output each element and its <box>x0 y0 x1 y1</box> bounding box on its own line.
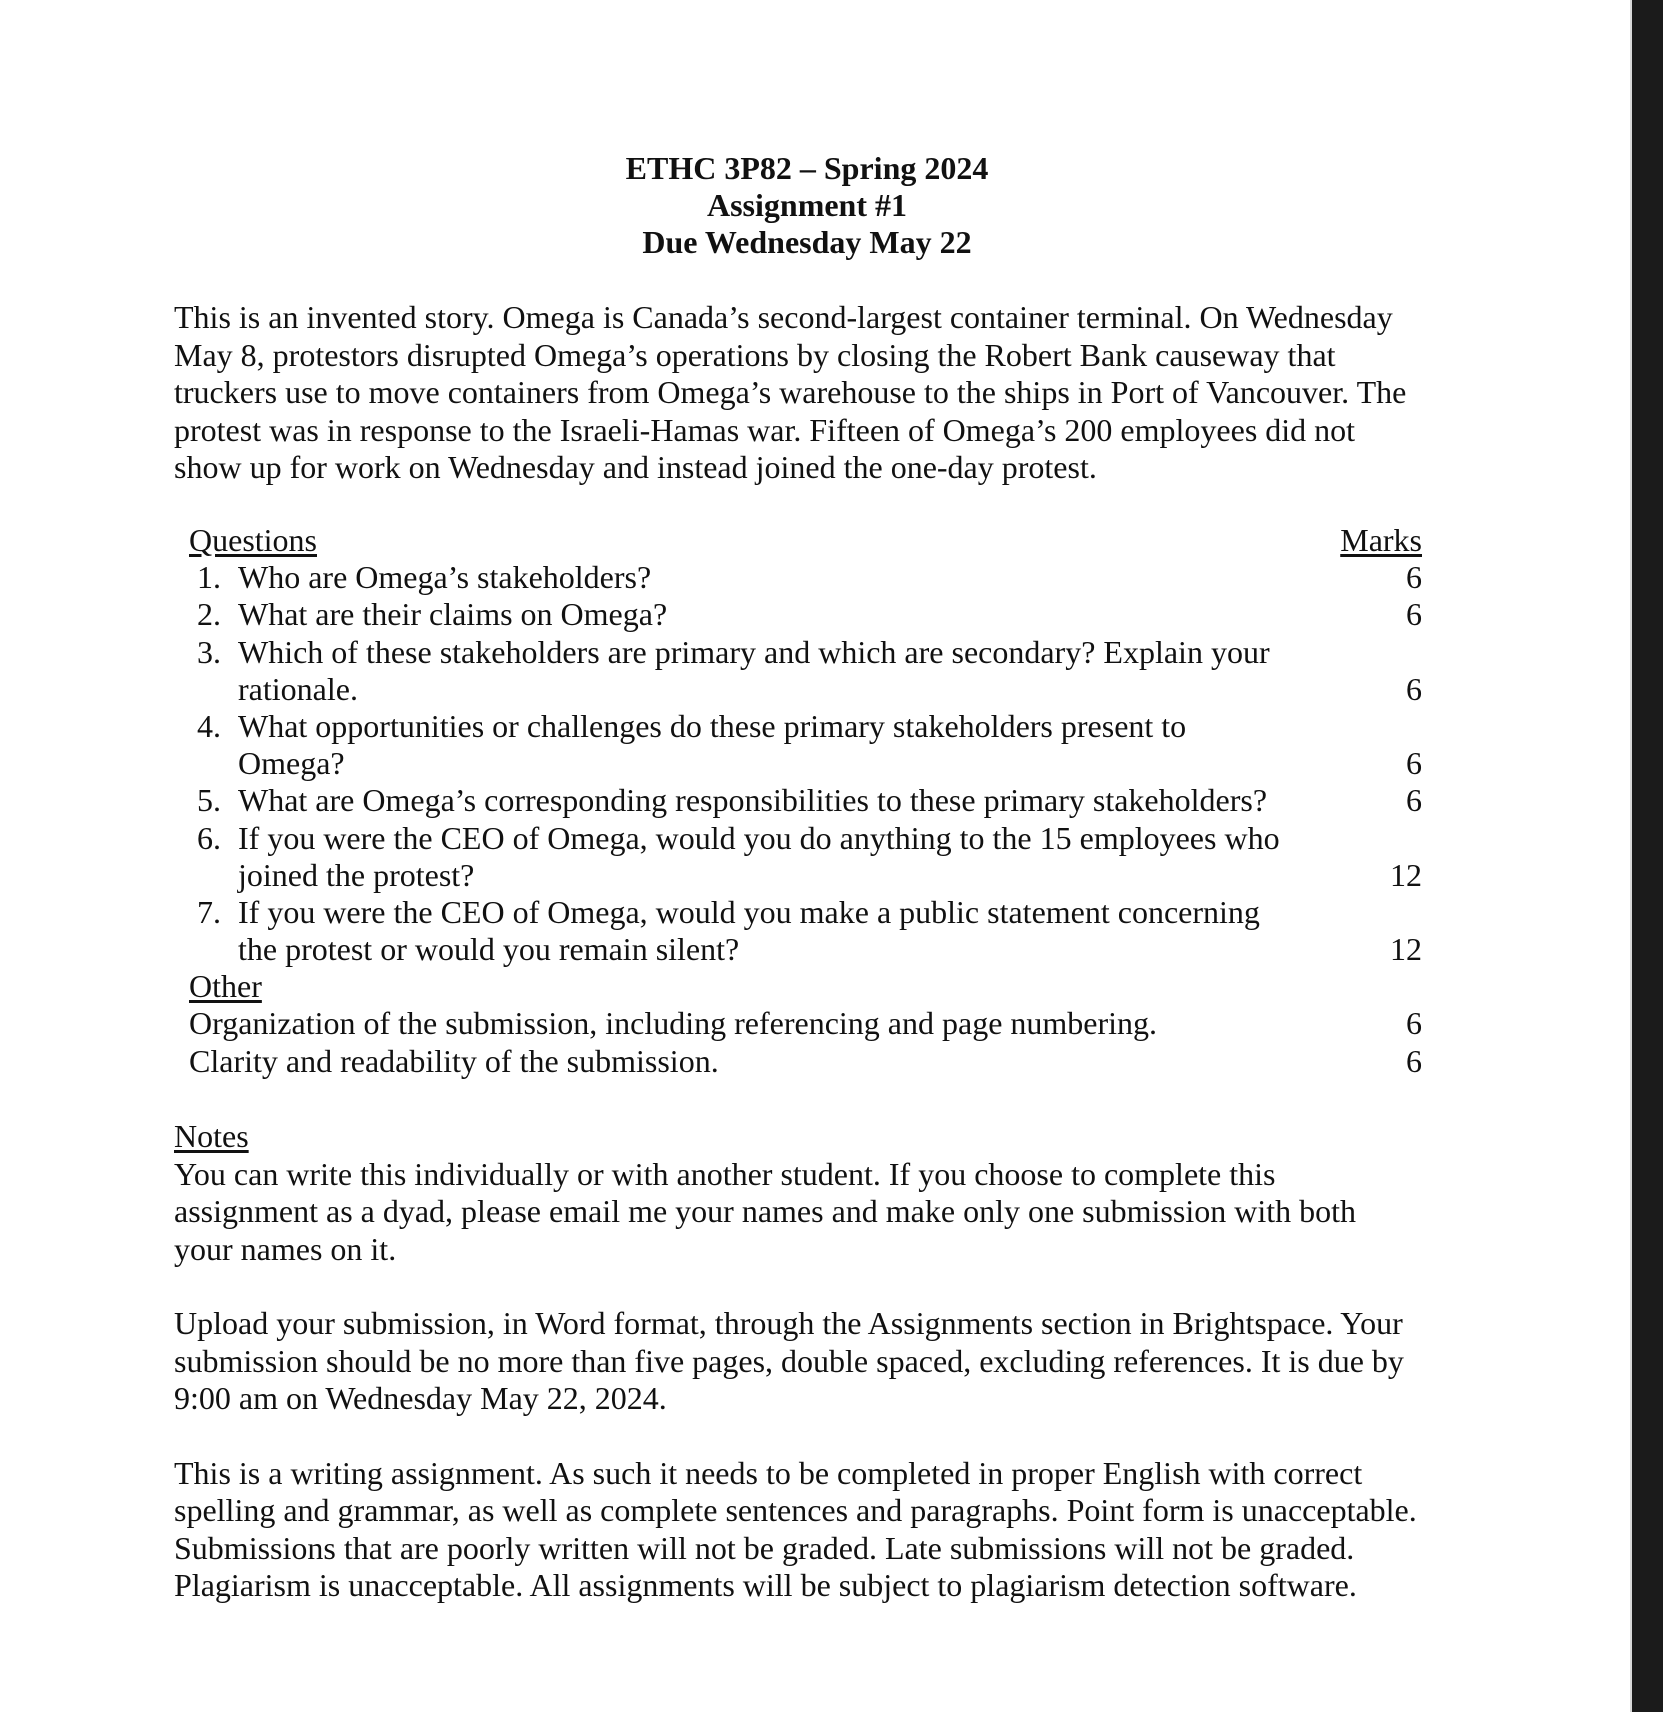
question-number: 2. <box>197 596 221 633</box>
question-text: What are their claims on Omega? <box>238 596 668 633</box>
other-text: Organization of the submission, including referencing and page numbering. <box>189 1005 1158 1042</box>
question-item-continued <box>189 857 1422 894</box>
notes-line: You can write this individually or with another student. If you choose to complete this <box>174 1155 1276 1192</box>
question-number: 1. <box>197 559 221 596</box>
questions-table <box>189 522 1422 1080</box>
question-item <box>189 596 1422 633</box>
questions-heading: Questions <box>189 522 317 558</box>
other-item <box>189 1043 1422 1080</box>
intro-paragraph <box>174 299 1474 487</box>
question-text: If you were the CEO of Omega, would you do anything to the 15 employees who <box>238 819 1280 856</box>
question-item <box>189 820 1422 857</box>
notes-line: submission should be no more than five pages, double spaced, excluding references. It is due by <box>174 1342 1404 1379</box>
question-mark: 6 <box>1406 745 1422 782</box>
other-mark: 6 <box>1406 1005 1422 1042</box>
question-item-continued <box>189 671 1422 708</box>
question-item <box>189 634 1422 671</box>
question-mark: 6 <box>1406 670 1422 707</box>
notes-line: spelling and grammar, as well as complete sentences and paragraphs. Point form is unacceptable. <box>174 1492 1417 1528</box>
question-number: 5. <box>197 782 221 819</box>
question-text: Which of these stakeholders are primary and which are secondary? Explain your <box>238 633 1270 670</box>
other-item <box>189 1005 1422 1042</box>
due-date: Due Wednesday May 22 <box>642 224 972 260</box>
question-item-continued <box>189 931 1422 968</box>
other-heading: Other <box>189 968 262 1005</box>
question-text: Omega? <box>238 745 345 782</box>
notes-line: 9:00 am on Wednesday May 22, 2024. <box>174 1380 667 1416</box>
question-text: If you were the CEO of Omega, would you make a public statement concerning <box>238 893 1260 930</box>
question-text: the protest or would you remain silent? <box>238 931 740 968</box>
intro-line: protest was in response to the Israeli-Hamas war. Fifteen of Omega’s 200 employees did not <box>174 411 1356 448</box>
notes-line: Submissions that are poorly written will not be graded. Late submissions will not be graded. <box>174 1529 1355 1566</box>
question-text: What opportunities or challenges do these primary stakeholders present to <box>238 707 1187 744</box>
question-mark: 6 <box>1406 596 1422 633</box>
viewer-scroll-edge[interactable] <box>1632 0 1663 1712</box>
assignment-title: Assignment #1 <box>706 187 907 223</box>
course-title: ETHC 3P82 – Spring 2024 <box>625 150 989 186</box>
question-text: Who are Omega’s stakeholders? <box>238 559 652 596</box>
paragraph-gap <box>174 1268 1474 1305</box>
question-item-continued <box>189 745 1422 782</box>
question-number: 6. <box>197 819 221 856</box>
other-text: Clarity and readability of the submission. <box>189 1042 719 1079</box>
intro-line: truckers use to move containers from Omega’s warehouse to the ships in Port of Vancouver. The <box>174 374 1407 410</box>
question-mark: 6 <box>1406 559 1422 596</box>
intro-line: show up for work on Wednesday and instead joined the one-day protest. <box>174 449 1097 485</box>
document-header <box>400 150 1214 261</box>
notes-section <box>174 1118 1474 1605</box>
questions-header-row <box>189 522 1422 559</box>
question-number: 4. <box>197 707 221 744</box>
marks-heading: Marks <box>1340 522 1422 558</box>
question-mark: 6 <box>1406 782 1422 819</box>
notes-line: your names on it. <box>174 1230 397 1267</box>
notes-line: Plagiarism is unacceptable. All assignments will be subject to plagiarism detection software. <box>174 1567 1357 1603</box>
notes-line: assignment as a dyad, please email me your names and make only one submission with both <box>174 1193 1356 1229</box>
question-text: What are Omega’s corresponding responsibilities to these primary stakeholders? <box>238 782 1268 819</box>
question-item <box>189 708 1422 745</box>
question-mark: 12 <box>1390 856 1422 893</box>
question-item <box>189 559 1422 596</box>
other-mark: 6 <box>1406 1042 1422 1079</box>
intro-line: May 8, protestors disrupted Omega’s operations by closing the Robert Bank causeway that <box>174 336 1336 373</box>
question-item <box>189 894 1422 931</box>
question-number: 7. <box>197 893 221 930</box>
notes-line: Upload your submission, in Word format, through the Assignments section in Brightspace. Your <box>174 1305 1403 1341</box>
question-text: rationale. <box>238 670 358 707</box>
question-item <box>189 782 1422 819</box>
question-mark: 12 <box>1390 931 1422 968</box>
question-number: 3. <box>197 633 221 670</box>
notes-line: This is a writing assignment. As such it needs to be completed in proper English with correct <box>174 1454 1363 1491</box>
other-header-row <box>189 968 1422 1005</box>
notes-heading: Notes <box>174 1118 249 1154</box>
question-text: joined the protest? <box>238 856 475 893</box>
paragraph-gap <box>174 1418 1474 1455</box>
intro-line: This is an invented story. Omega is Canada’s second-largest container terminal. On Wednesday <box>174 299 1393 335</box>
